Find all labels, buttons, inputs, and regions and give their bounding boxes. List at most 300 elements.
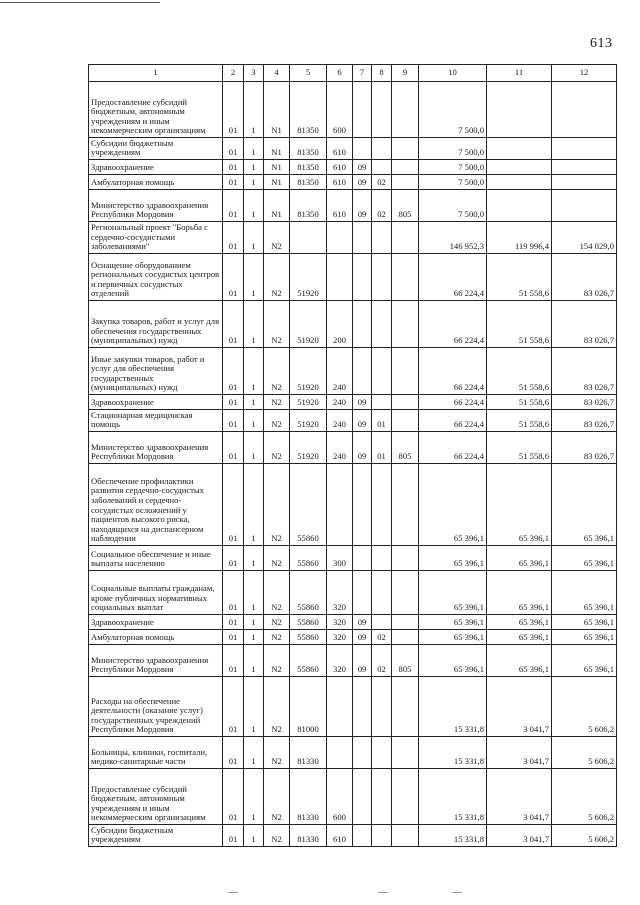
cell-col-11: 51 558,6: [487, 301, 552, 348]
column-header-9: 9: [392, 65, 419, 82]
cell-col-3: 1: [244, 138, 264, 160]
cell-col-8: 02: [372, 190, 392, 222]
cell-col-8: [372, 546, 392, 571]
cell-col-9: [392, 737, 419, 769]
cell-col-7: 09: [353, 395, 372, 410]
cell-col-11: 51 558,6: [487, 410, 552, 432]
cell-col-7: [353, 546, 372, 571]
cell-col-5: 81350: [290, 82, 327, 138]
cell-col-6: [327, 677, 353, 737]
table-row: [89, 769, 617, 825]
cell-col-5: 51920: [290, 395, 327, 410]
cell-col-7: [353, 301, 372, 348]
cell-col-8: [372, 222, 392, 254]
cell-col-4: N2: [264, 348, 290, 395]
cell-col-12: 5 606,2: [552, 677, 617, 737]
table-row: [89, 175, 617, 190]
cell-col-2: 01: [223, 82, 244, 138]
header-row: [89, 65, 617, 82]
row-name: Расходы на обеспечение деятельности (оказание услуг) государственных учреждений Республики Мордовия: [89, 677, 223, 737]
row-name: Министерство здравоохранения Республики Мордовия: [89, 432, 223, 464]
cell-col-12: 65 396,1: [552, 464, 617, 546]
cell-col-2: 01: [223, 395, 244, 410]
table-row: [89, 138, 617, 160]
cell-col-2: 01: [223, 222, 244, 254]
row-name: Министерство здравоохранения Республики Мордовия: [89, 190, 223, 222]
cell-col-7: 09: [353, 432, 372, 464]
cell-col-10: 7 500,0: [419, 160, 487, 175]
cell-col-11: 65 396,1: [487, 546, 552, 571]
table-row: [89, 645, 617, 677]
cell-col-5: 51920: [290, 432, 327, 464]
row-name: Обеспечение профилактики развития сердечно-сосудистых заболеваний и сердечно-сосудистых осложнений у пациентов высокого риска, находящихся на диспансерном наблюдении: [89, 464, 223, 546]
cell-col-4: N2: [264, 222, 290, 254]
cell-col-4: N2: [264, 677, 290, 737]
cell-col-12: [552, 138, 617, 160]
cell-col-2: 01: [223, 348, 244, 395]
cell-col-2: 01: [223, 677, 244, 737]
cell-col-8: 01: [372, 410, 392, 432]
cell-col-3: 1: [244, 348, 264, 395]
row-name: Больницы, клиники, госпитали, медико-санитарные части: [89, 737, 223, 769]
cell-col-3: 1: [244, 571, 264, 615]
cell-col-12: 5 606,2: [552, 825, 617, 847]
row-name: Иные закупки товаров, работ и услуг для обеспечения государственных (муниципальных) нужд: [89, 348, 223, 395]
cell-col-2: 01: [223, 190, 244, 222]
cell-col-12: 154 029,0: [552, 222, 617, 254]
cell-col-11: 65 396,1: [487, 645, 552, 677]
cell-col-4: N2: [264, 769, 290, 825]
cell-col-2: 01: [223, 825, 244, 847]
cell-col-4: N1: [264, 160, 290, 175]
cell-col-12: 65 396,1: [552, 630, 617, 645]
column-header-1: 1: [89, 65, 223, 82]
cell-col-11: 119 996,4: [487, 222, 552, 254]
cell-col-10: 15 331,8: [419, 825, 487, 847]
cell-col-9: [392, 138, 419, 160]
cell-col-7: 09: [353, 190, 372, 222]
cell-col-4: N2: [264, 630, 290, 645]
row-name: Амбулаторная помощь: [89, 630, 223, 645]
cell-col-7: [353, 571, 372, 615]
cell-col-2: 01: [223, 571, 244, 615]
cell-col-7: 09: [353, 410, 372, 432]
table-row: [89, 630, 617, 645]
cell-col-5: 81330: [290, 825, 327, 847]
column-header-10: 10: [419, 65, 487, 82]
cell-col-12: 5 606,2: [552, 737, 617, 769]
budget-table: [88, 64, 617, 847]
cell-col-6: 610: [327, 160, 353, 175]
cell-col-3: 1: [244, 464, 264, 546]
table-row: [89, 737, 617, 769]
cell-col-7: 09: [353, 630, 372, 645]
cell-col-4: N2: [264, 737, 290, 769]
cell-col-8: [372, 82, 392, 138]
cell-col-2: 01: [223, 464, 244, 546]
cell-col-10: 65 396,1: [419, 546, 487, 571]
cell-col-9: [392, 222, 419, 254]
column-header-2: 2: [223, 65, 244, 82]
cell-col-10: 65 396,1: [419, 615, 487, 630]
cell-col-5: 55860: [290, 546, 327, 571]
cell-col-8: [372, 348, 392, 395]
cell-col-8: [372, 138, 392, 160]
cell-col-4: N1: [264, 82, 290, 138]
cell-col-4: N2: [264, 645, 290, 677]
cell-col-11: 3 041,7: [487, 737, 552, 769]
cell-col-8: [372, 677, 392, 737]
cell-col-3: 1: [244, 190, 264, 222]
table-row: [89, 410, 617, 432]
cell-col-8: [372, 825, 392, 847]
cell-col-12: 83 026,7: [552, 301, 617, 348]
cell-col-2: 01: [223, 546, 244, 571]
cell-col-11: 3 041,7: [487, 677, 552, 737]
scan-mark: [228, 892, 238, 893]
cell-col-5: 81330: [290, 769, 327, 825]
cell-col-4: N2: [264, 254, 290, 301]
cell-col-11: [487, 138, 552, 160]
cell-col-11: 65 396,1: [487, 615, 552, 630]
cell-col-10: 146 952,3: [419, 222, 487, 254]
cell-col-8: 02: [372, 175, 392, 190]
cell-col-8: 01: [372, 432, 392, 464]
table-row: [89, 677, 617, 737]
cell-col-8: [372, 301, 392, 348]
cell-col-11: 3 041,7: [487, 825, 552, 847]
cell-col-7: [353, 464, 372, 546]
cell-col-5: 51920: [290, 348, 327, 395]
scan-mark: [452, 892, 462, 893]
cell-col-6: 240: [327, 395, 353, 410]
cell-col-12: 83 026,7: [552, 410, 617, 432]
cell-col-9: [392, 615, 419, 630]
cell-col-11: [487, 175, 552, 190]
cell-col-7: [353, 82, 372, 138]
cell-col-12: 83 026,7: [552, 348, 617, 395]
cell-col-6: [327, 254, 353, 301]
cell-col-8: [372, 464, 392, 546]
row-name: Региональный проект "Борьба с сердечно-сосудистыми заболеваниями": [89, 222, 223, 254]
cell-col-6: [327, 464, 353, 546]
cell-col-5: 55860: [290, 645, 327, 677]
cell-col-10: 66 224,4: [419, 254, 487, 301]
cell-col-9: [392, 175, 419, 190]
cell-col-6: 320: [327, 645, 353, 677]
cell-col-6: 240: [327, 348, 353, 395]
cell-col-6: 610: [327, 138, 353, 160]
cell-col-4: N1: [264, 175, 290, 190]
cell-col-6: 240: [327, 410, 353, 432]
table-row: [89, 222, 617, 254]
row-name: Министерство здравоохранения Республики Мордовия: [89, 645, 223, 677]
cell-col-9: [392, 348, 419, 395]
cell-col-10: 7 500,0: [419, 138, 487, 160]
cell-col-5: 55860: [290, 464, 327, 546]
cell-col-11: [487, 82, 552, 138]
cell-col-11: 65 396,1: [487, 571, 552, 615]
cell-col-3: 1: [244, 222, 264, 254]
cell-col-10: 65 396,1: [419, 645, 487, 677]
cell-col-10: 15 331,8: [419, 769, 487, 825]
cell-col-5: 51920: [290, 301, 327, 348]
cell-col-3: 1: [244, 410, 264, 432]
cell-col-4: N1: [264, 138, 290, 160]
cell-col-12: 83 026,7: [552, 395, 617, 410]
cell-col-2: 01: [223, 769, 244, 825]
cell-col-10: 66 224,4: [419, 432, 487, 464]
column-header-7: 7: [353, 65, 372, 82]
row-name: Закупка товаров, работ и услуг для обеспечения государственных (муниципальных) нужд: [89, 301, 223, 348]
cell-col-12: [552, 82, 617, 138]
cell-col-8: [372, 395, 392, 410]
cell-col-9: [392, 571, 419, 615]
column-header-3: 3: [244, 65, 264, 82]
cell-col-3: 1: [244, 432, 264, 464]
column-header-6: 6: [327, 65, 353, 82]
cell-col-2: 01: [223, 160, 244, 175]
table-row: [89, 546, 617, 571]
cell-col-9: 805: [392, 190, 419, 222]
table-row: [89, 464, 617, 546]
table-row: [89, 615, 617, 630]
cell-col-2: 01: [223, 175, 244, 190]
table-row: [89, 395, 617, 410]
column-header-11: 11: [487, 65, 552, 82]
cell-col-11: [487, 190, 552, 222]
cell-col-2: 01: [223, 301, 244, 348]
row-name: Здравоохранение: [89, 615, 223, 630]
cell-col-6: [327, 222, 353, 254]
cell-col-9: [392, 677, 419, 737]
table-row: [89, 432, 617, 464]
cell-col-3: 1: [244, 546, 264, 571]
row-name: Здравоохранение: [89, 160, 223, 175]
cell-col-6: 240: [327, 432, 353, 464]
scan-mark: [378, 892, 388, 893]
cell-col-4: N2: [264, 546, 290, 571]
cell-col-6: 600: [327, 82, 353, 138]
cell-col-2: 01: [223, 615, 244, 630]
cell-col-8: [372, 769, 392, 825]
cell-col-12: [552, 175, 617, 190]
cell-col-7: [353, 138, 372, 160]
cell-col-2: 01: [223, 254, 244, 301]
cell-col-3: 1: [244, 769, 264, 825]
cell-col-12: 65 396,1: [552, 571, 617, 615]
cell-col-12: [552, 160, 617, 175]
column-header-4: 4: [264, 65, 290, 82]
cell-col-2: 01: [223, 630, 244, 645]
cell-col-9: [392, 546, 419, 571]
cell-col-3: 1: [244, 82, 264, 138]
cell-col-4: N1: [264, 190, 290, 222]
table-row: [89, 348, 617, 395]
cell-col-6: 610: [327, 190, 353, 222]
row-name: Стационарная медицинская помощь: [89, 410, 223, 432]
cell-col-6: 610: [327, 825, 353, 847]
table-row: [89, 82, 617, 138]
cell-col-5: 81350: [290, 190, 327, 222]
cell-col-3: 1: [244, 301, 264, 348]
cell-col-3: 1: [244, 395, 264, 410]
cell-col-3: 1: [244, 645, 264, 677]
table-row: [89, 825, 617, 847]
cell-col-4: N2: [264, 464, 290, 546]
cell-col-10: 65 396,1: [419, 571, 487, 615]
cell-col-10: 15 331,8: [419, 737, 487, 769]
cell-col-4: N2: [264, 301, 290, 348]
page-number: 613: [590, 36, 613, 51]
cell-col-12: [552, 190, 617, 222]
cell-col-5: [290, 222, 327, 254]
cell-col-7: 09: [353, 615, 372, 630]
table-row: [89, 190, 617, 222]
cell-col-7: [353, 254, 372, 301]
cell-col-9: [392, 630, 419, 645]
top-rule: [0, 2, 160, 3]
cell-col-6: 320: [327, 630, 353, 645]
cell-col-8: [372, 615, 392, 630]
cell-col-2: 01: [223, 645, 244, 677]
cell-col-2: 01: [223, 410, 244, 432]
cell-col-7: [353, 348, 372, 395]
cell-col-10: 7 500,0: [419, 82, 487, 138]
cell-col-10: 66 224,4: [419, 301, 487, 348]
cell-col-5: 81350: [290, 138, 327, 160]
cell-col-7: [353, 222, 372, 254]
cell-col-6: [327, 737, 353, 769]
cell-col-6: 200: [327, 301, 353, 348]
table-row: [89, 301, 617, 348]
cell-col-12: 65 396,1: [552, 615, 617, 630]
cell-col-4: N2: [264, 615, 290, 630]
cell-col-4: N2: [264, 571, 290, 615]
column-header-12: 12: [552, 65, 617, 82]
table-row: [89, 254, 617, 301]
cell-col-3: 1: [244, 160, 264, 175]
cell-col-12: 83 026,7: [552, 254, 617, 301]
cell-col-11: 51 558,6: [487, 395, 552, 410]
row-name: Оснащение оборудованием региональных сосудистых центров и первичных сосудистых отделений: [89, 254, 223, 301]
cell-col-6: 300: [327, 546, 353, 571]
cell-col-3: 1: [244, 825, 264, 847]
cell-col-7: [353, 769, 372, 825]
cell-col-5: 55860: [290, 630, 327, 645]
cell-col-9: [392, 395, 419, 410]
cell-col-12: 83 026,7: [552, 432, 617, 464]
cell-col-9: [392, 160, 419, 175]
table-body: [89, 82, 617, 847]
cell-col-4: N2: [264, 432, 290, 464]
cell-col-9: [392, 769, 419, 825]
cell-col-4: N2: [264, 410, 290, 432]
cell-col-5: 55860: [290, 615, 327, 630]
cell-col-3: 1: [244, 630, 264, 645]
cell-col-8: 02: [372, 630, 392, 645]
cell-col-7: 09: [353, 645, 372, 677]
row-name: Социальное обеспечение и иные выплаты населению: [89, 546, 223, 571]
cell-col-2: 01: [223, 432, 244, 464]
cell-col-4: N2: [264, 395, 290, 410]
cell-col-5: 81350: [290, 175, 327, 190]
cell-col-9: [392, 254, 419, 301]
cell-col-9: [392, 825, 419, 847]
cell-col-6: 610: [327, 175, 353, 190]
cell-col-5: 55860: [290, 571, 327, 615]
cell-col-4: N2: [264, 825, 290, 847]
cell-col-11: 65 396,1: [487, 630, 552, 645]
table-row: [89, 571, 617, 615]
cell-col-11: 3 041,7: [487, 769, 552, 825]
cell-col-10: 15 331,8: [419, 677, 487, 737]
cell-col-10: 65 396,1: [419, 630, 487, 645]
cell-col-5: 81330: [290, 737, 327, 769]
cell-col-11: [487, 160, 552, 175]
cell-col-8: 02: [372, 645, 392, 677]
cell-col-9: 805: [392, 432, 419, 464]
cell-col-8: [372, 160, 392, 175]
row-name: Предоставление субсидий бюджетным, автономным учреждениям и иным некоммерческим организациям: [89, 769, 223, 825]
cell-col-11: 51 558,6: [487, 348, 552, 395]
cell-col-6: 600: [327, 769, 353, 825]
row-name: Предоставление субсидий бюджетным, автономным учреждениям и иным некоммерческим организациям: [89, 82, 223, 138]
cell-col-12: 5 606,2: [552, 769, 617, 825]
cell-col-6: 320: [327, 615, 353, 630]
cell-col-5: 81000: [290, 677, 327, 737]
cell-col-11: 51 558,6: [487, 254, 552, 301]
cell-col-9: [392, 82, 419, 138]
row-name: Субсидии бюджетным учреждениям: [89, 138, 223, 160]
cell-col-3: 1: [244, 615, 264, 630]
cell-col-10: 7 500,0: [419, 175, 487, 190]
cell-col-8: [372, 737, 392, 769]
cell-col-10: 7 500,0: [419, 190, 487, 222]
row-name: Субсидии бюджетным учреждениям: [89, 825, 223, 847]
cell-col-9: [392, 301, 419, 348]
cell-col-5: 81350: [290, 160, 327, 175]
cell-col-10: 66 224,4: [419, 395, 487, 410]
cell-col-3: 1: [244, 175, 264, 190]
row-name: Амбулаторная помощь: [89, 175, 223, 190]
cell-col-12: 65 396,1: [552, 645, 617, 677]
cell-col-11: 65 396,1: [487, 464, 552, 546]
cell-col-3: 1: [244, 254, 264, 301]
column-header-5: 5: [290, 65, 327, 82]
cell-col-9: 805: [392, 645, 419, 677]
table-row: [89, 160, 617, 175]
cell-col-6: 320: [327, 571, 353, 615]
cell-col-7: [353, 737, 372, 769]
cell-col-2: 01: [223, 138, 244, 160]
cell-col-7: 09: [353, 175, 372, 190]
cell-col-7: 09: [353, 160, 372, 175]
cell-col-10: 66 224,4: [419, 410, 487, 432]
cell-col-7: [353, 677, 372, 737]
cell-col-5: 51920: [290, 254, 327, 301]
cell-col-5: 51920: [290, 410, 327, 432]
row-name: Социальные выплаты гражданам, кроме публичных нормативных социальных выплат: [89, 571, 223, 615]
cell-col-8: [372, 254, 392, 301]
cell-col-10: 66 224,4: [419, 348, 487, 395]
cell-col-10: 65 396,1: [419, 464, 487, 546]
cell-col-3: 1: [244, 737, 264, 769]
cell-col-7: [353, 825, 372, 847]
row-name: Здравоохранение: [89, 395, 223, 410]
cell-col-9: [392, 464, 419, 546]
cell-col-3: 1: [244, 677, 264, 737]
